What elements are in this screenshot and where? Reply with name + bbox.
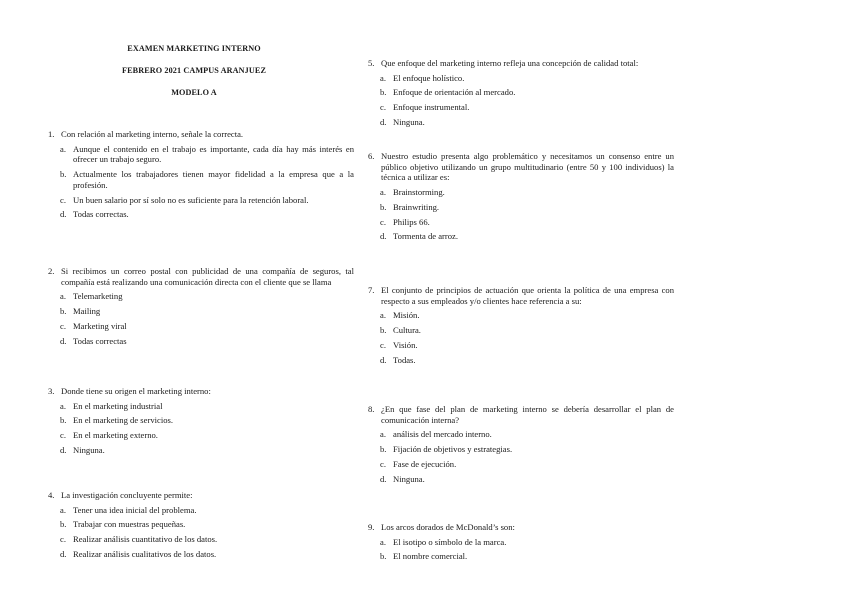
option-d: d. Todas correctas.: [60, 209, 129, 220]
question-text: Con relación al marketing interno, señale la correcta.: [61, 129, 244, 139]
question-text: Donde tiene su origen el marketing interno:: [61, 386, 211, 396]
option-a: a. análisis del mercado interno.: [380, 429, 492, 440]
question-number: 6.: [368, 151, 375, 161]
question-7: [368, 285, 674, 365]
option-a: a. Aunque el contenido en el trabajo es importante, cada día hay más interés en ofrecer un trabajo seguro.: [60, 143, 354, 165]
question-2: [48, 266, 354, 346]
question-1: [48, 129, 354, 220]
option-c: c. Marketing viral: [60, 320, 127, 331]
question-4: [48, 490, 354, 560]
exam-subtitle: FEBRERO 2021 CAMPUS ARANJUEZ: [121, 66, 267, 75]
option-c: c. Visión.: [380, 339, 418, 350]
option-d: d. Todas correctas: [60, 335, 127, 346]
option-c: c. Realizar análisis cuantitativo de los datos.: [60, 534, 218, 545]
question-number: 1.: [48, 129, 55, 139]
option-a: a. Brainstorming.: [380, 187, 445, 198]
question-number: 9.: [368, 522, 375, 532]
option-d: d. Ninguna.: [380, 116, 425, 127]
exam-title: EXAMEN MARKETING INTERNO: [127, 44, 261, 53]
option-c: c. En el marketing externo.: [60, 430, 158, 441]
option-a: a. Telemarketing: [60, 291, 123, 302]
question-number: 4.: [48, 490, 55, 500]
option-d: d. Realizar análisis cualitativos de los datos.: [60, 548, 217, 559]
question-5: [368, 58, 674, 128]
option-c: c. Enfoque instrumental.: [380, 102, 470, 113]
question-text: Los arcos dorados de McDonald’s son:: [381, 522, 515, 532]
exam-model: MODELO A: [171, 88, 217, 97]
option-c: c. Philips 66.: [380, 216, 430, 227]
option-c: c. Fase de ejecución.: [380, 458, 457, 469]
option-a: a. El isotipo o símbolo de la marca.: [380, 536, 507, 547]
option-a: a. Misión.: [380, 310, 420, 321]
question-text: Nuestro estudio presenta algo problemático y necesitamos un consenso entre un público objetivo utilizando un grupo multitudinario (entre 50 y 100 individuos) la técnica a utilizar es:: [381, 151, 674, 183]
question-text: La investigación concluyente permite:: [61, 490, 193, 500]
option-b: b. Enfoque de orientación al mercado.: [380, 87, 516, 98]
option-a: a. El enfoque holístico.: [380, 72, 465, 83]
question-8: [368, 404, 674, 484]
option-b: b. Actualmente los trabajadores tienen mayor fidelidad a la empresa que a la profesión.: [60, 169, 354, 190]
option-b: b. Fijación de objetivos y estrategias.: [380, 444, 513, 455]
option-b: b. Trabajar con muestras pequeñas.: [60, 519, 186, 530]
option-b: b. Brainwriting.: [380, 201, 440, 212]
option-d: d. Ninguna.: [60, 444, 105, 455]
question-6: [368, 151, 674, 242]
question-text: ¿En que fase del plan de marketing interno se debería desarrollar el plan de comunicación interna?: [381, 404, 674, 425]
option-c: c. Un buen salario por sí solo no es suficiente para la retención laboral.: [60, 194, 309, 205]
option-d: d. Todas.: [380, 354, 416, 365]
option-b: b. Mailing: [60, 306, 101, 317]
question-text: El conjunto de principios de actuación que orienta la política de una empresa con respecto a sus empleados y/o clientes hace referencia a su:: [381, 285, 674, 306]
question-9: [368, 522, 674, 562]
question-number: 5.: [368, 58, 375, 68]
option-b: b. En el marketing de servicios.: [60, 415, 173, 426]
option-d: d. Ninguna.: [380, 473, 425, 484]
option-d: d. Tormenta de arroz.: [380, 231, 459, 242]
option-a: a. En el marketing industrial: [60, 400, 163, 411]
question-number: 3.: [48, 386, 55, 396]
question-number: 2.: [48, 266, 55, 276]
option-a: a. Tener una idea inicial del problema.: [60, 504, 197, 515]
question-number: 7.: [368, 285, 375, 295]
option-b: b. El nombre comercial.: [380, 551, 468, 562]
question-3: [48, 386, 354, 456]
question-text: Si recibimos un correo postal con publicidad de una compañía de seguros, tal compañía está realizando una comunicación directa con el cliente que se llama: [61, 266, 354, 287]
option-b: b. Cultura.: [380, 325, 421, 336]
question-text: Que enfoque del marketing interno refleja una concepción de calidad total:: [381, 58, 639, 68]
question-number: 8.: [368, 404, 375, 414]
